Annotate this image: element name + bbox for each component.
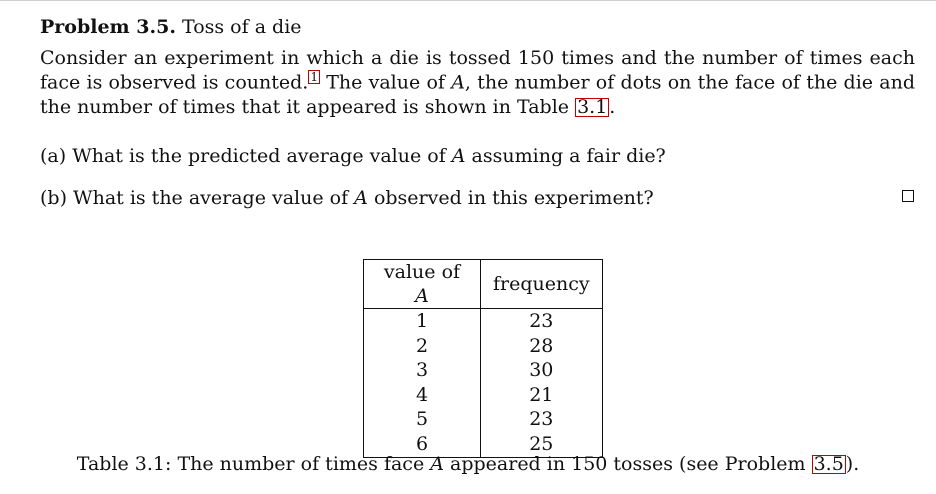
table-row: [364, 309, 603, 334]
paragraph-part1: Consider an experiment in which a die is tossed 150 times and the number of times each face is observed is counted.: [40, 46, 915, 94]
frequency-table-container: [363, 259, 603, 458]
frequency-table: [363, 259, 603, 458]
header-frequency: frequency: [481, 260, 603, 309]
question-text-pre: What is the average value of: [73, 186, 355, 209]
caption-pre: Table 3.1: The number of times face: [76, 453, 431, 475]
caption-mid: appeared in 150 tosses (see Problem: [443, 453, 812, 475]
cell-value: 1: [364, 309, 481, 334]
cell-value: 3: [364, 358, 481, 383]
cell-frequency: 30: [481, 358, 603, 383]
question-text-post: assuming a fair die?: [465, 145, 666, 168]
problem-ref-link[interactable]: 3.5: [813, 453, 844, 475]
question-variable: A: [451, 145, 466, 168]
paragraph-part3: , the number of dots on the face of the die and the number of times that it appeared is shown in Table: [40, 71, 916, 118]
question-label: (b): [40, 186, 67, 209]
cell-value: 6: [364, 432, 481, 457]
cell-value: 2: [364, 334, 481, 359]
table-row: [364, 358, 603, 383]
top-rule: [0, 0, 936, 1]
problem-title: Toss of a die: [182, 16, 302, 38]
question-a: [40, 144, 915, 169]
header-value-of-a: [364, 260, 481, 309]
page-content: [40, 15, 915, 227]
variable-a: A: [451, 71, 465, 94]
footnote-link[interactable]: 1: [310, 70, 318, 84]
cell-value: 4: [364, 383, 481, 408]
problem-paragraph: [40, 46, 915, 120]
paragraph-part2: The value of: [319, 71, 452, 94]
table-header-row: [364, 260, 603, 309]
question-text-pre: What is the predicted average value of: [72, 145, 452, 168]
table-row: [364, 383, 603, 408]
end-of-problem-square-icon: [902, 190, 914, 202]
question-variable: A: [354, 186, 368, 209]
cell-frequency: 28: [481, 334, 603, 359]
problem-heading: [40, 15, 915, 40]
question-text-post: observed in this experiment?: [367, 186, 654, 209]
question-list: [40, 144, 915, 210]
cell-frequency: 23: [481, 309, 603, 334]
question-label: (a): [40, 145, 67, 168]
cell-frequency: 23: [481, 407, 603, 432]
cell-value: 5: [364, 407, 481, 432]
header-variable: A: [415, 285, 429, 307]
paragraph-part4: .: [609, 95, 616, 118]
header-text: value of: [383, 261, 461, 283]
problem-label: Problem 3.5.: [40, 16, 176, 38]
caption-post: ).: [845, 453, 860, 475]
table-row: [364, 334, 603, 359]
question-b: [40, 186, 915, 211]
cell-frequency: 21: [481, 383, 603, 408]
table-row: [364, 407, 603, 432]
caption-variable: A: [430, 453, 444, 475]
table-caption: [0, 453, 936, 475]
table-ref-link[interactable]: 3.1: [577, 95, 608, 118]
cell-frequency: 25: [481, 432, 603, 457]
